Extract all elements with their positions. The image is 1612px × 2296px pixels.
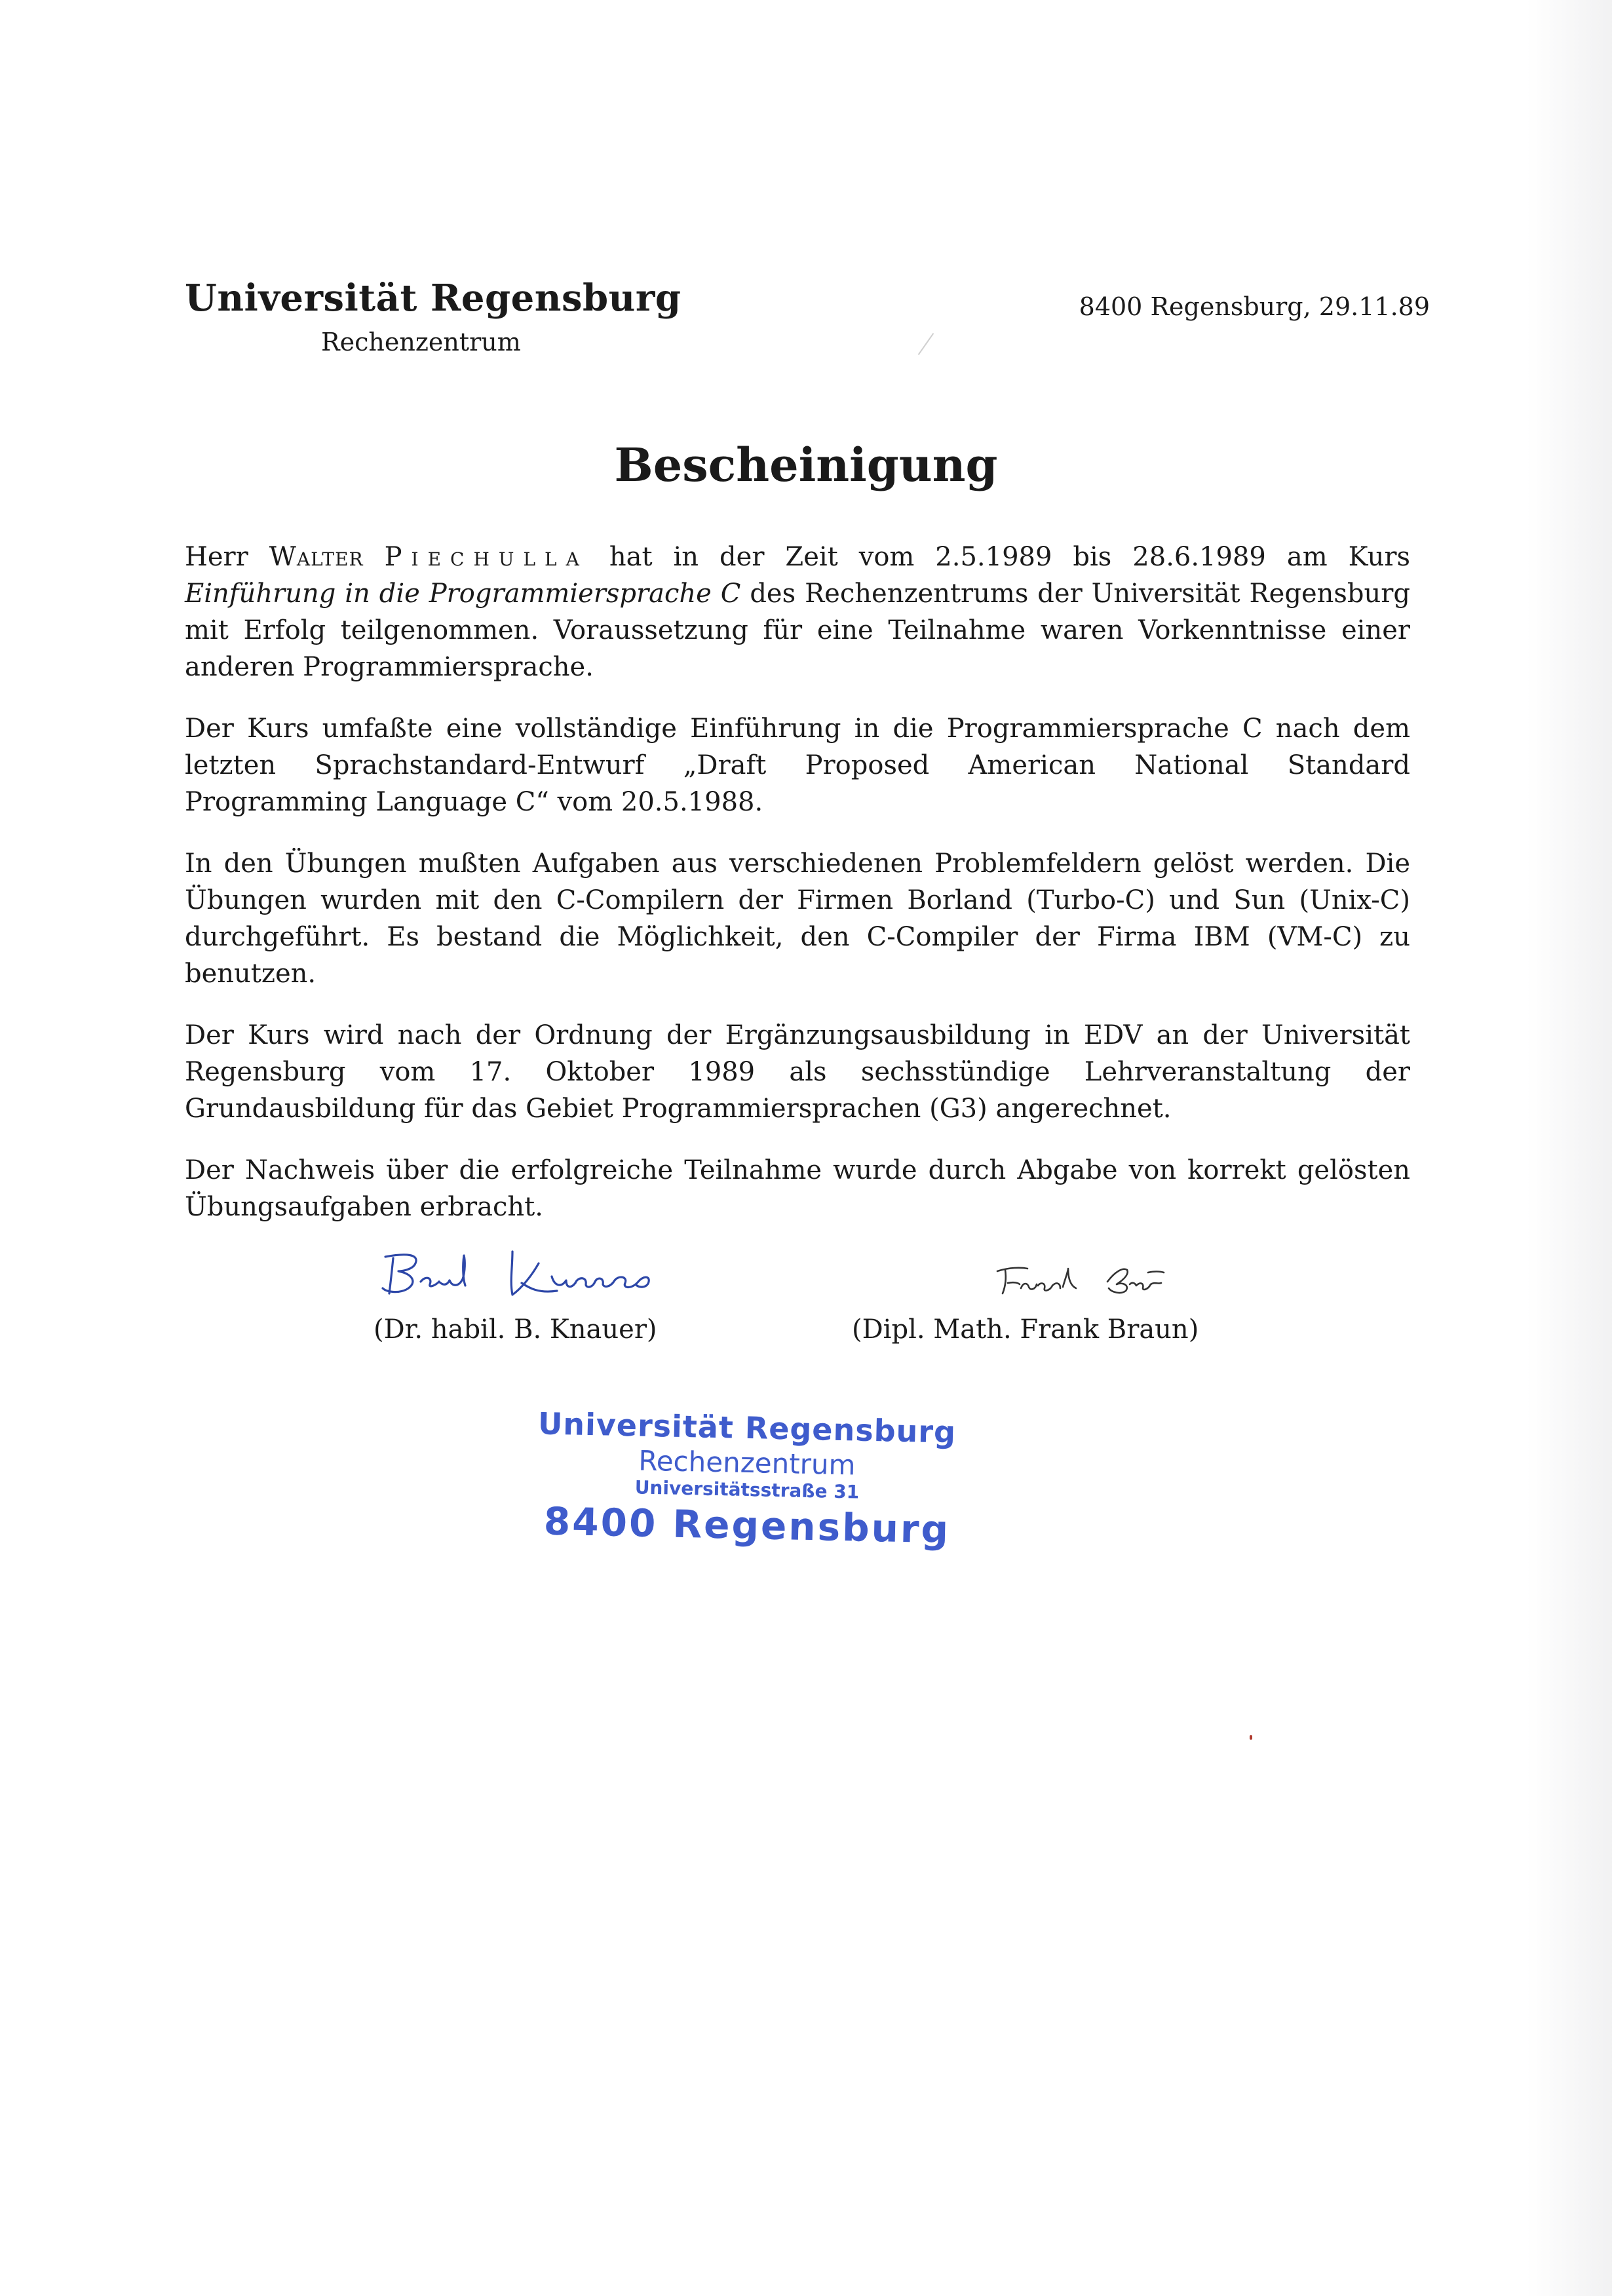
certificate-body (185, 539, 1410, 1250)
signature-left (367, 1245, 708, 1345)
paragraph-2: Der Kurs umfaßte eine vollständige Einführung in die Programmiersprache C nach dem letzten Sprachstandard-Entwurf „Draft Proposed American National Standard Programming Language C“ vom 20.5.1988. (185, 714, 1410, 817)
official-stamp (537, 1406, 957, 1552)
first-name: Walter (269, 542, 364, 572)
stamp-line-university: Universität Regensburg (537, 1406, 957, 1450)
signature-right (852, 1245, 1219, 1345)
stamp-line-street: Universitätsstraße 31 (634, 1476, 860, 1503)
ink-speck (1250, 1735, 1252, 1740)
signatory-left-name: (Dr. habil. B. Knauer) (374, 1314, 657, 1345)
p1-text-a: hat in der Zeit vom 2.5.1989 bis 28.6.1989 am Kurs (609, 542, 1411, 572)
p1-text-b: des Rechenzentrums der Universität Regensburg mit Erfolg teilgenommen. Voraussetzung für eine Teilnahme waren Vorkenntnisse einer anderen Programmiersprache. (185, 579, 1411, 682)
pen-mark (918, 333, 934, 355)
handwritten-signature-knauer (367, 1245, 708, 1311)
university-name: Universität Regensburg (185, 277, 681, 320)
paragraph-1 (185, 539, 1410, 685)
scan-shadow (1527, 0, 1612, 2296)
paragraph-4: Der Kurs wird nach der Ordnung der Ergänzungsausbildung in EDV an der Universität Regensburg vom 17. Oktober 1989 als sechsstündige Lehrveranstaltung der Grundausbildung für das Gebiet Programmiersprachen (G3) angerechnet. (185, 1020, 1410, 1124)
stamp-line-city: 8400 Regensburg (543, 1499, 951, 1552)
last-name: Piechulla (384, 542, 588, 572)
course-title: Einführung in die Programmiersprache C (185, 579, 741, 609)
handwritten-signature-braun (852, 1245, 1219, 1311)
place-date: 8400 Regensburg, 29.11.89 (1079, 292, 1430, 321)
salutation: Herr (185, 542, 248, 572)
paragraph-3: In den Übungen mußten Aufgaben aus verschiedenen Problemfeldern gelöst werden. Die Übungen wurden mit den C-Compilern der Firmen Borland (Turbo-C) und Sun (Unix-C) durchgeführt. Es bestand die Möglichkeit, den C-Compiler der Firma IBM (VM-C) zu benutzen. (185, 849, 1410, 989)
signatory-right-name: (Dipl. Math. Frank Braun) (852, 1314, 1199, 1345)
stamp-line-department: Rechenzentrum (638, 1444, 856, 1482)
department-name: Rechenzentrum (321, 328, 521, 356)
paragraph-5: Der Nachweis über die erfolgreiche Teilnahme wurde durch Abgabe von korrekt gelösten Übungsaufgaben erbracht. (185, 1155, 1410, 1222)
document-title: Bescheinigung (614, 438, 998, 492)
